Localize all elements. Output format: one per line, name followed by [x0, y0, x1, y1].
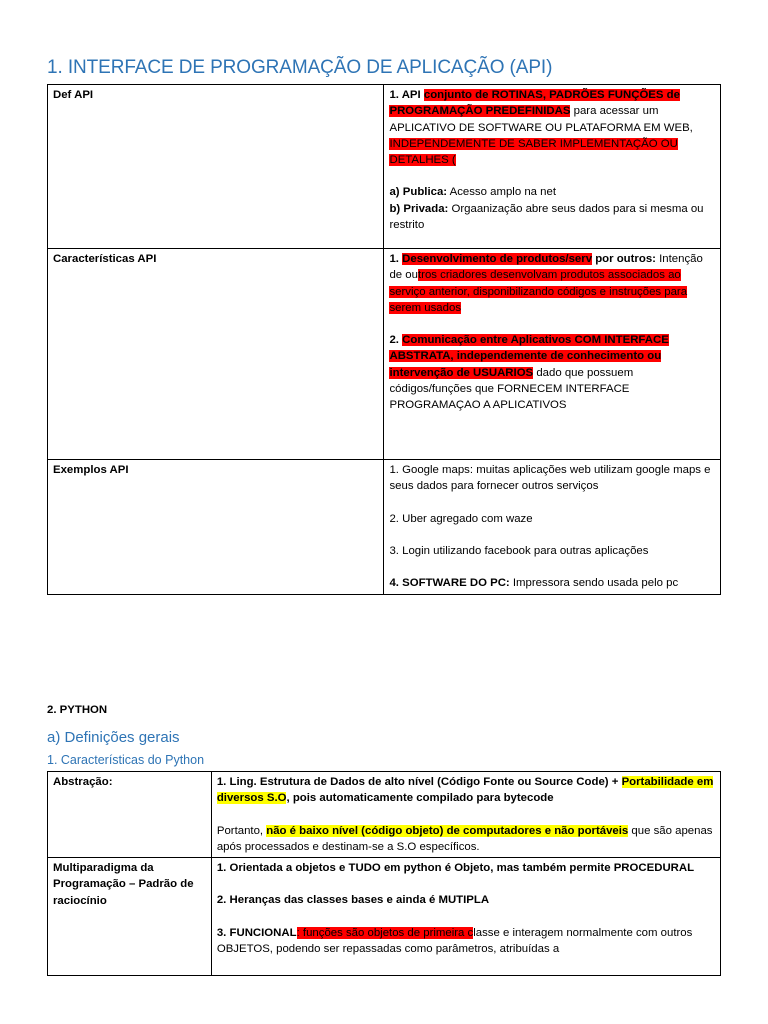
def-num: 1. API	[389, 89, 424, 101]
multi-item-3: 3. FUNCIONAL: funções são objetos de primeira classe e interagem normalmente com outros OBJETOS, podendo ser repassadas como parâmetros, atribuídas a	[216, 926, 693, 956]
car-item-1: 1. Desenvolvimento de produtos/serv por outros: Intenção de outros criadores desenvolvam produtos associados ao serviço anterior, disponibilizando códigos e instruções para serem usados	[389, 253, 703, 314]
multi-item-1: 1. Orientada a objetos e TUDO em python é Objeto, mas também permite PROCEDURAL	[216, 862, 695, 875]
caracteristicas-api-label: Características API	[48, 249, 384, 460]
def-item-a: a) Publica: Acesso amplo na net	[389, 186, 556, 199]
abstracao-content	[211, 772, 720, 858]
example-4: 4. SOFTWARE DO PC: Impressora sendo usada pelo pc	[389, 577, 679, 590]
api-table	[47, 84, 721, 595]
def-highlight-2: INDEPENDEMENTE DE SABER IMPLEMENTAÇÃO OU DETALHES (	[389, 137, 678, 167]
page-title: 1. INTERFACE DE PROGRAMAÇÃO DE APLICAÇÃO (API)	[47, 57, 553, 78]
abs-item-2: Portanto, não é baixo nível (código objeto) de computadores e não portáveis que são apenas após processados e destinam-se a S.O específicos.	[216, 824, 713, 853]
exemplos-api-label: Exemplos API	[48, 460, 384, 595]
subtitle-caracteristicas: 1. Características do Python	[47, 753, 205, 767]
exemplos-api-content	[384, 460, 721, 595]
abstracao-label: Abstração:	[48, 772, 212, 858]
table-row	[48, 858, 721, 976]
table-row	[48, 85, 721, 249]
table-row	[48, 772, 721, 858]
example-2: 2. Uber agregado com waze	[389, 512, 533, 525]
def-api-content	[384, 85, 721, 249]
example-1: 1. Google maps: muitas aplicações web utilizam google maps e seus dados para fornecer outros serviços	[389, 464, 711, 493]
car-item-2: 2. Comunicação entre Aplicativos COM INTERFACE ABSTRATA, independemente de conhecimento ou intervenção de USUARIOS dado que possuem códigos/funções que FORNECEM INTERFACE PROGRAMAÇAO A APLICATIVOS	[389, 334, 669, 412]
abs-item-1: 1. Ling. Estrutura de Dados de alto nível (Código Fonte ou Source Code) + Portabilidade em diversos S.O, pois automaticamente compilado para bytecode	[216, 776, 714, 805]
table-row	[48, 249, 721, 460]
multiparadigma-content	[211, 858, 720, 976]
multiparadigma-label: Multiparadigma da Programação – Padrão de raciocínio	[48, 858, 212, 976]
multi-item-2: 2. Heranças das classes bases e ainda é MUTIPLA	[216, 894, 490, 907]
caracteristicas-api-content	[384, 249, 721, 460]
def-item-b: b) Privada: Orgaanização abre seus dados para si mesma ou restrito	[389, 202, 704, 232]
def-api-label: Def API	[48, 85, 384, 249]
subtitle-definicoes: a) Definições gerais	[47, 729, 180, 746]
table-row	[48, 460, 721, 595]
def-text-1: para acessar um APLICATIVO DE SOFTWARE OU PLATAFORMA EM WEB,	[389, 105, 693, 134]
def-highlight-1: conjunto de ROTINAS, PADRÕES FUNÇÕES de PROGRAMAÇÃO PREDEFINIDAS	[389, 89, 680, 118]
section-heading-python: 2. PYTHON	[47, 704, 108, 716]
example-3: 3. Login utilizando facebook para outras aplicações	[389, 544, 649, 557]
python-table	[47, 771, 721, 976]
